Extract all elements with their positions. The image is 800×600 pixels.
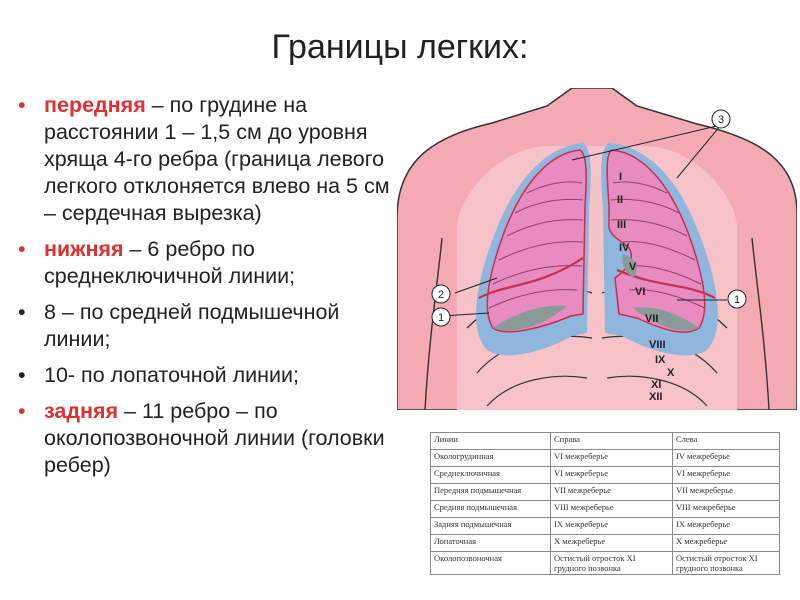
- bullet-text: 10- по лопаточной линии;: [44, 363, 300, 387]
- table-cell: Передняя подмышечная: [431, 484, 551, 501]
- chest-lungs-figure: [397, 88, 797, 410]
- bullet-text: – 11 ребро – по околопозвоночной линии (головки ребер): [44, 399, 385, 477]
- bullet-anterior: [18, 92, 403, 227]
- table-row: [431, 535, 780, 552]
- bullet-posterior: [18, 398, 403, 479]
- rib-label: X: [667, 367, 675, 379]
- bullet-scapular: [18, 362, 403, 389]
- rib-label: VIII: [649, 339, 666, 351]
- table-header-cell: Слева: [673, 433, 780, 450]
- rib-label: V: [629, 261, 637, 273]
- rib-label: VII: [645, 313, 659, 325]
- table-cell: Окологрудинная: [431, 450, 551, 467]
- rib-label: II: [617, 194, 624, 206]
- bullet-dot: •: [18, 237, 26, 261]
- table-row: [431, 552, 780, 575]
- slide-title: Границы легких:: [271, 28, 529, 66]
- rib-label: IV: [619, 242, 630, 254]
- table-cell: Задняя подмышечная: [431, 518, 551, 535]
- bullet-dot: •: [18, 300, 26, 324]
- rib-label: IX: [655, 354, 666, 366]
- table-row: [431, 518, 780, 535]
- callout-label: 1: [733, 294, 741, 306]
- table-header-cell: Линии: [431, 433, 551, 450]
- bullet-dot: •: [18, 93, 26, 117]
- table-cell: IV межреберье: [673, 450, 780, 467]
- callout-label: 2: [437, 289, 445, 301]
- table-cell: VI межреберье: [551, 467, 673, 484]
- table-cell: VI межреберье: [551, 450, 673, 467]
- table-cell: Остистый отросток XI грудного позвонка: [551, 552, 673, 575]
- table-cell: Лопаточная: [431, 535, 551, 552]
- table-cell: Околопозвоночная: [431, 552, 551, 575]
- bullet-list: [18, 92, 403, 488]
- table-cell: VII межреберье: [673, 484, 780, 501]
- table-cell: IX межреберье: [673, 518, 780, 535]
- bullet-keyword: задняя: [44, 399, 119, 423]
- table-cell: VIII межреберье: [551, 501, 673, 518]
- rib-label: XI: [651, 379, 662, 391]
- bullet-dot: •: [18, 399, 26, 423]
- table-cell: Среднеключичная: [431, 467, 551, 484]
- table-row: [431, 450, 780, 467]
- bullet-keyword: нижняя: [44, 237, 124, 261]
- bullet-dot: •: [18, 363, 26, 387]
- bullet-keyword: передняя: [44, 93, 146, 117]
- table-cell: X межреберье: [551, 535, 673, 552]
- bullet-text: – 6 ребро по среднеключичной линии;: [44, 237, 296, 288]
- table-cell: VIII межреберье: [673, 501, 780, 518]
- rib-label: XII: [649, 391, 663, 403]
- table-cell: X межреберье: [673, 535, 780, 552]
- table-cell: Остистый отросток XI грудного позвонка: [673, 552, 780, 575]
- table-row: [431, 501, 780, 518]
- bullet-inferior: [18, 236, 403, 290]
- rib-label: III: [617, 219, 627, 231]
- table-cell: VI межреберье: [673, 467, 780, 484]
- bullet-text: – по грудине на расстоянии 1 – 1,5 см до уровня хряща 4-го ребра (граница левого легкого отклоняется влево на 5 см – сердечная вырезка): [44, 93, 390, 225]
- table-row: [431, 484, 780, 501]
- bullet-text: 8 – по средней подмышечной линии;: [44, 300, 340, 351]
- rib-label: I: [619, 171, 623, 183]
- bullet-mid-axillary: [18, 299, 403, 353]
- table-cell: Средняя подмышечная: [431, 501, 551, 518]
- table-header-row: [431, 433, 780, 450]
- rib-label: VI: [635, 286, 646, 298]
- callout-label: 1: [437, 312, 445, 324]
- table-header-cell: Справа: [551, 433, 673, 450]
- callout-label: 3: [717, 114, 725, 126]
- table-cell: VII межреберье: [551, 484, 673, 501]
- table-cell: IX межреберье: [551, 518, 673, 535]
- table-row: [431, 467, 780, 484]
- lung-borders-table: [430, 432, 780, 575]
